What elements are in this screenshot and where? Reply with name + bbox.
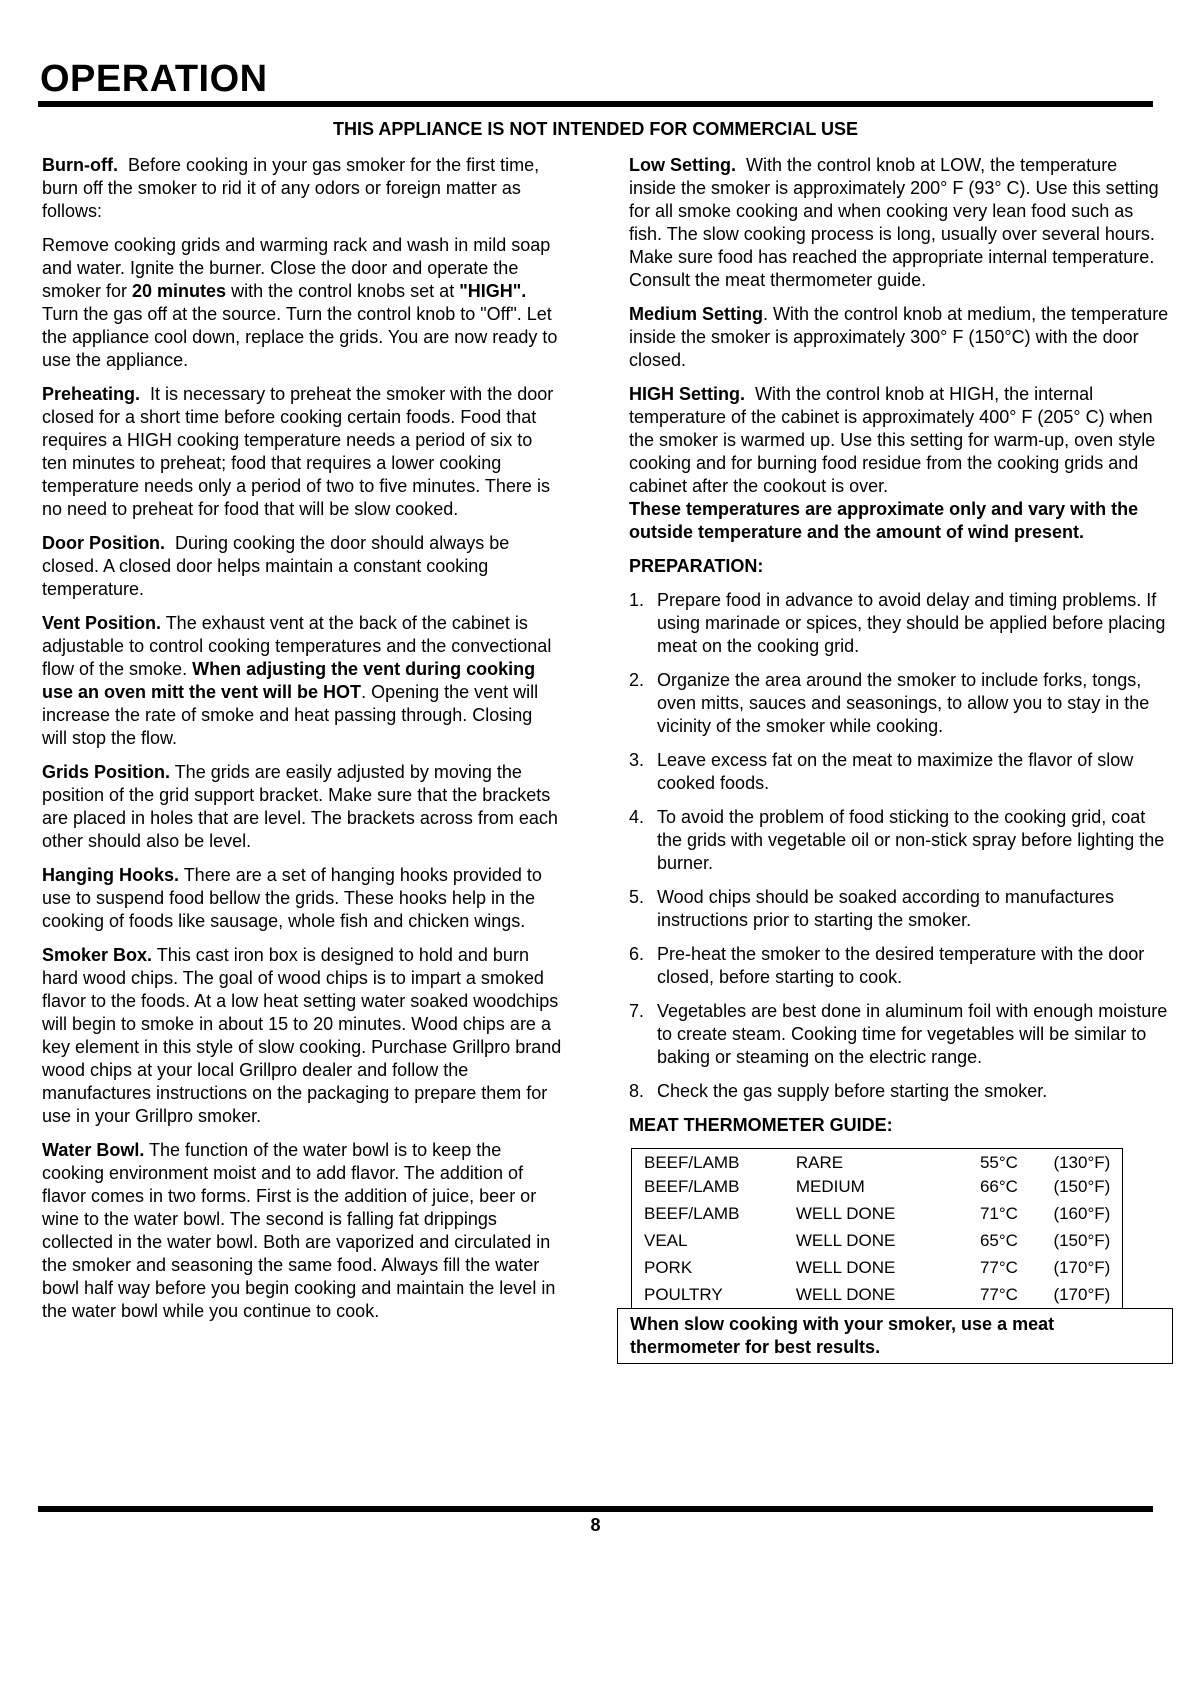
hooks-paragraph: [42, 864, 562, 933]
meat-thermometer-table: [631, 1148, 1123, 1308]
preparation-heading: PREPARATION:: [629, 556, 764, 576]
header-rule: [38, 101, 1153, 107]
water-paragraph: [42, 1139, 562, 1323]
preparation-item-text: Prepare food in advance to avoid delay and timing problems. If using marinade or spices, they should be applied before placing meat on the cooking grid.: [657, 590, 1166, 656]
low-heading: Low Setting.: [629, 155, 736, 175]
preparation-item-text: Leave excess fat on the meat to maximize the flavor of slow cooked foods.: [657, 750, 1134, 793]
water-heading: Water Bowl.: [42, 1140, 145, 1160]
grids-heading: Grids Position.: [42, 762, 171, 782]
footer-rule: [38, 1506, 1153, 1512]
doneness-cell: WELL DONE: [795, 1258, 896, 1277]
celsius-cell: 77°C: [979, 1258, 1018, 1277]
doneness-cell: WELL DONE: [795, 1231, 896, 1250]
preparation-item-number: 8.: [629, 1081, 645, 1101]
doneness-cell: WELL DONE: [795, 1285, 896, 1304]
celsius-cell: 66°C: [979, 1177, 1018, 1196]
left-column: [42, 154, 562, 1334]
preparation-item: [629, 1000, 1169, 1069]
celsius-cell: 65°C: [979, 1231, 1018, 1250]
preparation-item-text: Pre-heat the smoker to the desired temperature with the door closed, before starting to cook.: [657, 944, 1145, 987]
door-heading: Door Position.: [42, 533, 165, 553]
vent-paragraph: [42, 612, 562, 750]
preparation-item-number: 4.: [629, 807, 645, 827]
fahrenheit-cell: (170°F): [1053, 1285, 1111, 1304]
celsius-cell: 77°C: [979, 1285, 1018, 1304]
preparation-item-text: Organize the area around the smoker to include forks, tongs, oven mitts, sauces and seasonings, to allow you to stay in the vicinity of the smoker while cooking.: [657, 670, 1150, 736]
burnoff-paragraph: [42, 154, 562, 223]
medium-heading: Medium Setting: [629, 304, 763, 324]
door-paragraph: [42, 532, 562, 601]
meat-table-row: [632, 1200, 1122, 1227]
preheat-heading: Preheating.: [42, 384, 141, 404]
remove-text-c: with the control knobs set at: [226, 281, 460, 301]
meat-cell: PORK: [644, 1258, 693, 1277]
fahrenheit-cell: (130°F): [1053, 1152, 1111, 1172]
low-text: With the control knob at LOW, the temperature inside the smoker is approximately 200° F (93° C). Use this setting for all smoke cooking and when cooking very lean food such as fish. The slow cooking process is long, usually over several hours. Make sure food has reached the appropriate internal temperature. Consult the meat thermometer guide.: [629, 155, 1159, 290]
preparation-item-number: 3.: [629, 750, 645, 770]
high-heading: HIGH Setting.: [629, 384, 745, 404]
grids-paragraph: [42, 761, 562, 853]
right-column: [629, 154, 1169, 1364]
remove-text-b: 20 minutes: [132, 281, 227, 301]
doneness-cell: MEDIUM: [795, 1177, 865, 1196]
preparation-item-number: 7.: [629, 1001, 645, 1021]
preparation-item: [629, 669, 1169, 738]
remove-text-e: Turn the gas off at the source. Turn the control knob to "Off". Let the appliance cool down, replace the grids. You are now ready to use the appliance.: [42, 304, 558, 370]
preparation-item: [629, 749, 1169, 795]
preparation-item: [629, 806, 1169, 875]
meat-table-row: [632, 1151, 1122, 1173]
meat-thermometer-note: When slow cooking with your smoker, use a meat thermometer for best results.: [617, 1308, 1173, 1364]
smoker-paragraph: [42, 944, 562, 1128]
vent-heading: Vent Position.: [42, 613, 162, 633]
meat-cell: BEEF/LAMB: [644, 1177, 740, 1196]
preparation-item-number: 6.: [629, 944, 645, 964]
page-number: 8: [590, 1515, 601, 1535]
smoker-text: This cast iron box is designed to hold and burn hard wood chips. The goal of wood chips is to impart a smoked flavor to the foods. At a low heat setting water soaked woodchips will begin to smoke in about 15 to 20 minutes. Wood chips are a key element in this style of slow cooking. Purchase Grillpro brand wood chips at your local Grillpro dealer and follow the manufactures instructions on the packaging to prepare them for use in your Grillpro smoker.: [42, 945, 562, 1126]
meat-table-row: [632, 1281, 1122, 1308]
preparation-item-text: Vegetables are best done in aluminum foil with enough moisture to create steam. Cooking time for vegetables will be similar to baking or steaming on the electric range.: [657, 1001, 1168, 1067]
high-paragraph: [629, 383, 1169, 498]
doneness-cell: RARE: [795, 1152, 844, 1172]
preparation-item-number: 5.: [629, 887, 645, 907]
preparation-item-number: 1.: [629, 590, 645, 610]
meat-cell: BEEF/LAMB: [644, 1152, 740, 1172]
door-text: During cooking the door should always be closed. A closed door helps maintain a constant cooking temperature.: [42, 533, 510, 599]
medium-text: . With the control knob at medium, the temperature inside the smoker is approximately 300° F (150°C) with the door closed.: [629, 304, 1169, 370]
preparation-item: [629, 589, 1169, 658]
fahrenheit-cell: (150°F): [1053, 1231, 1111, 1250]
meat-cell: VEAL: [644, 1231, 688, 1250]
vent-warning: When adjusting the vent during cooking use an oven mitt the vent will be HOT: [42, 659, 536, 702]
page-title: OPERATION: [40, 58, 268, 100]
preparation-item-text: Wood chips should be soaked according to manufactures instructions prior to starting the smoker.: [657, 887, 1114, 930]
meat-table-row: [632, 1254, 1122, 1281]
meat-cell: BEEF/LAMB: [644, 1204, 740, 1223]
preparation-item: [629, 886, 1169, 932]
celsius-cell: 71°C: [979, 1204, 1018, 1223]
temperature-note: These temperatures are approximate only and vary with the outside temperature and the amount of wind present.: [629, 499, 1139, 542]
preparation-item: [629, 943, 1169, 989]
preparation-item-number: 2.: [629, 670, 645, 690]
remove-paragraph: [42, 234, 562, 372]
meat-guide-heading: MEAT THERMOMETER GUIDE:: [629, 1115, 893, 1135]
meat-table-row: [632, 1173, 1122, 1200]
low-paragraph: [629, 154, 1169, 292]
hooks-text: There are a set of hanging hooks provided to use to suspend food bellow the grids. These hooks help in the cooking of foods like sausage, whole fish and chicken wings.: [42, 865, 542, 931]
burnoff-text: Before cooking in your gas smoker for the first time, burn off the smoker to rid it of any odors or foreign matter as follows:: [42, 155, 540, 221]
fahrenheit-cell: (170°F): [1053, 1258, 1111, 1277]
fahrenheit-cell: (160°F): [1053, 1204, 1111, 1223]
remove-text-d: "HIGH".: [459, 281, 527, 301]
doneness-cell: WELL DONE: [795, 1204, 896, 1223]
meat-cell: POULTRY: [644, 1285, 723, 1304]
vent-text-c: . Opening the vent will increase the rate of smoke and heat passing through. Closing will stop the flow.: [42, 682, 539, 748]
subtitle: THIS APPLIANCE IS NOT INTENDED FOR COMMERCIAL USE: [332, 119, 859, 139]
smoker-heading: Smoker Box.: [42, 945, 153, 965]
medium-paragraph: [629, 303, 1169, 372]
celsius-cell: 55°C: [979, 1152, 1018, 1172]
hooks-heading: Hanging Hooks.: [42, 865, 180, 885]
grids-text: The grids are easily adjusted by moving the position of the grid support bracket. Make sure that the brackets are placed in holes that are level. The brackets across from each other should also be level.: [42, 762, 558, 851]
high-text: With the control knob at HIGH, the internal temperature of the cabinet is approximately 400° F (205° C) when the smoker is warmed up. Use this setting for warm-up, oven style cooking and for burning food residue from the cooking grids and cabinet after the cookout is over.: [629, 384, 1156, 496]
preheat-text: It is necessary to preheat the smoker with the door closed for a short time before cooking certain foods. Food that requires a HIGH cooking temperature needs a period of six to ten minutes to preheat; food that requires a lower cooking temperature needs only a period of two to five minutes. There is no need to preheat for food that will be slow cooked.: [42, 384, 554, 519]
fahrenheit-cell: (150°F): [1053, 1177, 1111, 1196]
vent-text-a: The exhaust vent at the back of the cabinet is adjustable to control cooking temperatures and the convectional flow of the smoke.: [42, 613, 552, 679]
preparation-item-text: Check the gas supply before starting the smoker.: [657, 1081, 1048, 1101]
meat-table-row: [632, 1227, 1122, 1254]
preheat-paragraph: [42, 383, 562, 521]
preparation-item: [629, 1080, 1169, 1103]
preparation-item-text: To avoid the problem of food sticking to the cooking grid, coat the grids with vegetable oil or non-stick spray before lighting the burner.: [657, 807, 1165, 873]
burnoff-heading: Burn-off.: [42, 155, 118, 175]
remove-text-a: Remove cooking grids and warming rack and wash in mild soap and water. Ignite the burner. Close the door and operate the smoker for: [42, 235, 551, 301]
water-text: The function of the water bowl is to keep the cooking environment moist and to add flavor. The addition of flavor comes in two forms. First is the addition of juice, beer or wine to the water bowl. The second is falling fat drippings collected in the water bowl. Both are vaporized and circulated in the smoker and seasoning the same food. Always fill the water bowl half way before you begin cooking and maintain the level in the water bowl while you continue to cook.: [42, 1140, 556, 1321]
preparation-list: [629, 589, 1169, 1103]
